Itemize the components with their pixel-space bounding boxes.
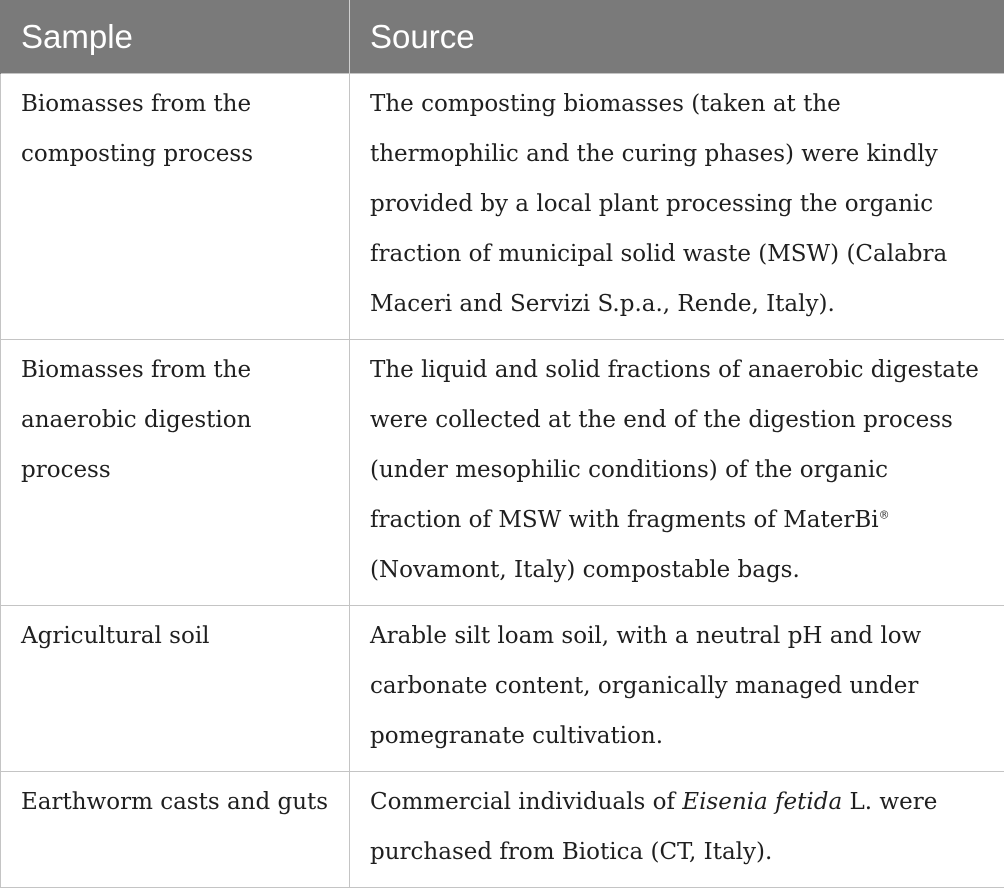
source-text-part: Commercial individuals of <box>370 789 682 815</box>
header-sample: Sample <box>1 0 350 74</box>
table-body <box>1 74 1004 888</box>
table-row <box>1 74 1004 340</box>
species-name: Eisenia fetida <box>682 789 842 815</box>
source-text-part: L. were purchased from Biotica (CT, Italy). <box>370 789 937 865</box>
table-header <box>1 0 1004 74</box>
cell-source: The composting biomasses (taken at the thermophilic and the curing phases) were kindly provided by a local plant processing the organic fraction of municipal solid waste (MSW) (Calabra Maceri and Servizi S.p.a., Rende, Italy). <box>350 74 1004 340</box>
header-row <box>1 0 1004 74</box>
cell-sample: Biomasses from the composting process <box>1 74 350 340</box>
table-row <box>1 772 1004 888</box>
registered-mark: ® <box>879 508 890 521</box>
table-row <box>1 606 1004 772</box>
source-text-part: (Novamont, Italy) compostable bags. <box>370 557 800 583</box>
cell-source <box>350 340 1004 606</box>
cell-sample: Biomasses from the anaerobic digestion process <box>1 340 350 606</box>
cell-source: Arable silt loam soil, with a neutral pH and low carbonate content, organically managed under pomegranate cultivation. <box>350 606 1004 772</box>
cell-sample: Agricultural soil <box>1 606 350 772</box>
table-row <box>1 340 1004 606</box>
source-text-part: The liquid and solid fractions of anaerobic digestate were collected at the end of the digestion process (under mesophilic conditions) of the organic fraction of MSW with fragments of MaterBi <box>370 357 979 533</box>
cell-sample: Earthworm casts and guts <box>1 772 350 888</box>
cell-source <box>350 772 1004 888</box>
header-source: Source <box>350 0 1004 74</box>
